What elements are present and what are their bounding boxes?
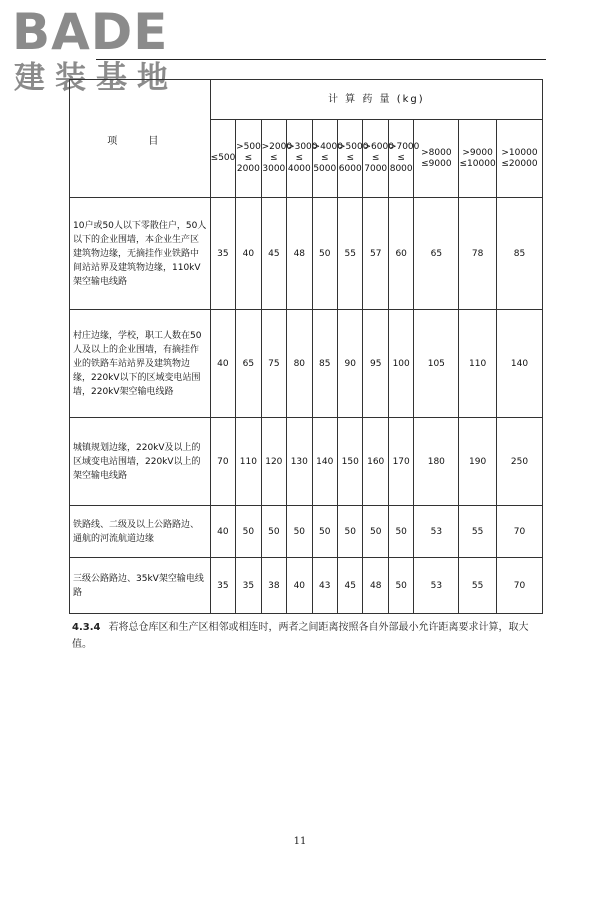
table-row [70,418,543,506]
table-cell: 60 [388,198,413,310]
table-cell: 110 [459,310,497,418]
table-cell: 85 [496,198,542,310]
table-cell: 57 [363,198,388,310]
table-cell: 35 [210,558,235,614]
table-cell: 70 [496,506,542,558]
range-header: >2000 ≤ 3000 [261,120,286,198]
table-cell: 45 [338,558,363,614]
table-cell: 105 [414,310,459,418]
clause-number: 4.3.4 [72,622,101,633]
table-cell: 160 [363,418,388,506]
table-cell: 48 [287,198,312,310]
table-cell: 100 [388,310,413,418]
table-cell: 70 [210,418,235,506]
table-cell: 75 [261,310,286,418]
table-cell: 65 [236,310,261,418]
range-header: ≤500 [210,120,235,198]
table-row [70,506,543,558]
distance-table [69,79,543,614]
table-cell: 250 [496,418,542,506]
table-row [70,558,543,614]
table-cell: 43 [312,558,337,614]
table-cell: 140 [312,418,337,506]
table-cell: 90 [338,310,363,418]
table-cell: 80 [287,310,312,418]
table-cell: 40 [287,558,312,614]
table-cell: 170 [388,418,413,506]
page-number: 11 [293,836,307,847]
row-description: 铁路线、二级及以上公路路边、通航的河流航道边缘 [70,506,211,558]
table-cell: 140 [496,310,542,418]
table-cell: 85 [312,310,337,418]
table-cell: 78 [459,198,497,310]
range-header: >10000 ≤20000 [496,120,542,198]
table-cell: 35 [210,198,235,310]
table-cell: 50 [388,558,413,614]
table-cell: 50 [261,506,286,558]
range-header: >6000 ≤ 7000 [363,120,388,198]
table-cell: 50 [338,506,363,558]
table-cell: 45 [261,198,286,310]
table-cell: 95 [363,310,388,418]
table-cell: 120 [261,418,286,506]
table-cell: 48 [363,558,388,614]
table-cell: 55 [459,506,497,558]
table-cell: 65 [414,198,459,310]
table-cell: 50 [287,506,312,558]
table-row [70,198,543,310]
table-cell: 110 [236,418,261,506]
range-header: >3000 ≤ 4000 [287,120,312,198]
table-cell: 70 [496,558,542,614]
table-cell: 53 [414,558,459,614]
row-description: 村庄边缘，学校，职工人数在50人及以上的企业围墙，有摘挂作业的铁路车站站界及建筑物边缘，220kV以下的区域变电站围墙，220kV架空输电线路 [70,310,211,418]
logo-brand: BADE [12,3,169,61]
table-cell: 50 [363,506,388,558]
range-header: >5000 ≤ 6000 [338,120,363,198]
row-description: 10户或50人以下零散住户，50人以下的企业围墙，本企业生产区建筑物边缘，无摘挂作业铁路中间站站界及建筑物边缘，110kV架空输电线路 [70,198,211,310]
row-description: 城镇规划边缘，220kV及以上的区域变电站围墙，220kV以上的架空输电线路 [70,418,211,506]
table-cell: 50 [312,506,337,558]
table-cell: 130 [287,418,312,506]
table-cell: 38 [261,558,286,614]
logo-subtitle: 建装基地 [14,60,178,96]
item-header: 项 目 [70,80,211,198]
table-cell: 35 [236,558,261,614]
table-cell: 40 [210,506,235,558]
table-cell: 50 [388,506,413,558]
table-cell: 180 [414,418,459,506]
range-header: >9000 ≤10000 [459,120,497,198]
row-description: 三级公路路边、35kV架空输电线路 [70,558,211,614]
table-cell: 40 [210,310,235,418]
range-header: >500 ≤ 2000 [236,120,261,198]
table-cell: 50 [236,506,261,558]
table-cell: 40 [236,198,261,310]
clause-text: 若将总仓库区和生产区相邻或相连时，两者之间距离按照各自外部最小允许距离要求计算，取大值。 [72,622,529,650]
range-header: >7000 ≤ 8000 [388,120,413,198]
table-cell: 53 [414,506,459,558]
header-rule [96,59,546,60]
table-cell: 150 [338,418,363,506]
range-header: >8000 ≤9000 [414,120,459,198]
table-cell: 50 [312,198,337,310]
table-row [70,310,543,418]
range-header: >4000 ≤ 5000 [312,120,337,198]
table-cell: 190 [459,418,497,506]
clause-note [72,619,548,653]
table-cell: 55 [338,198,363,310]
quantity-header: 计 算 药 量 (kg) [210,80,542,120]
table-cell: 55 [459,558,497,614]
